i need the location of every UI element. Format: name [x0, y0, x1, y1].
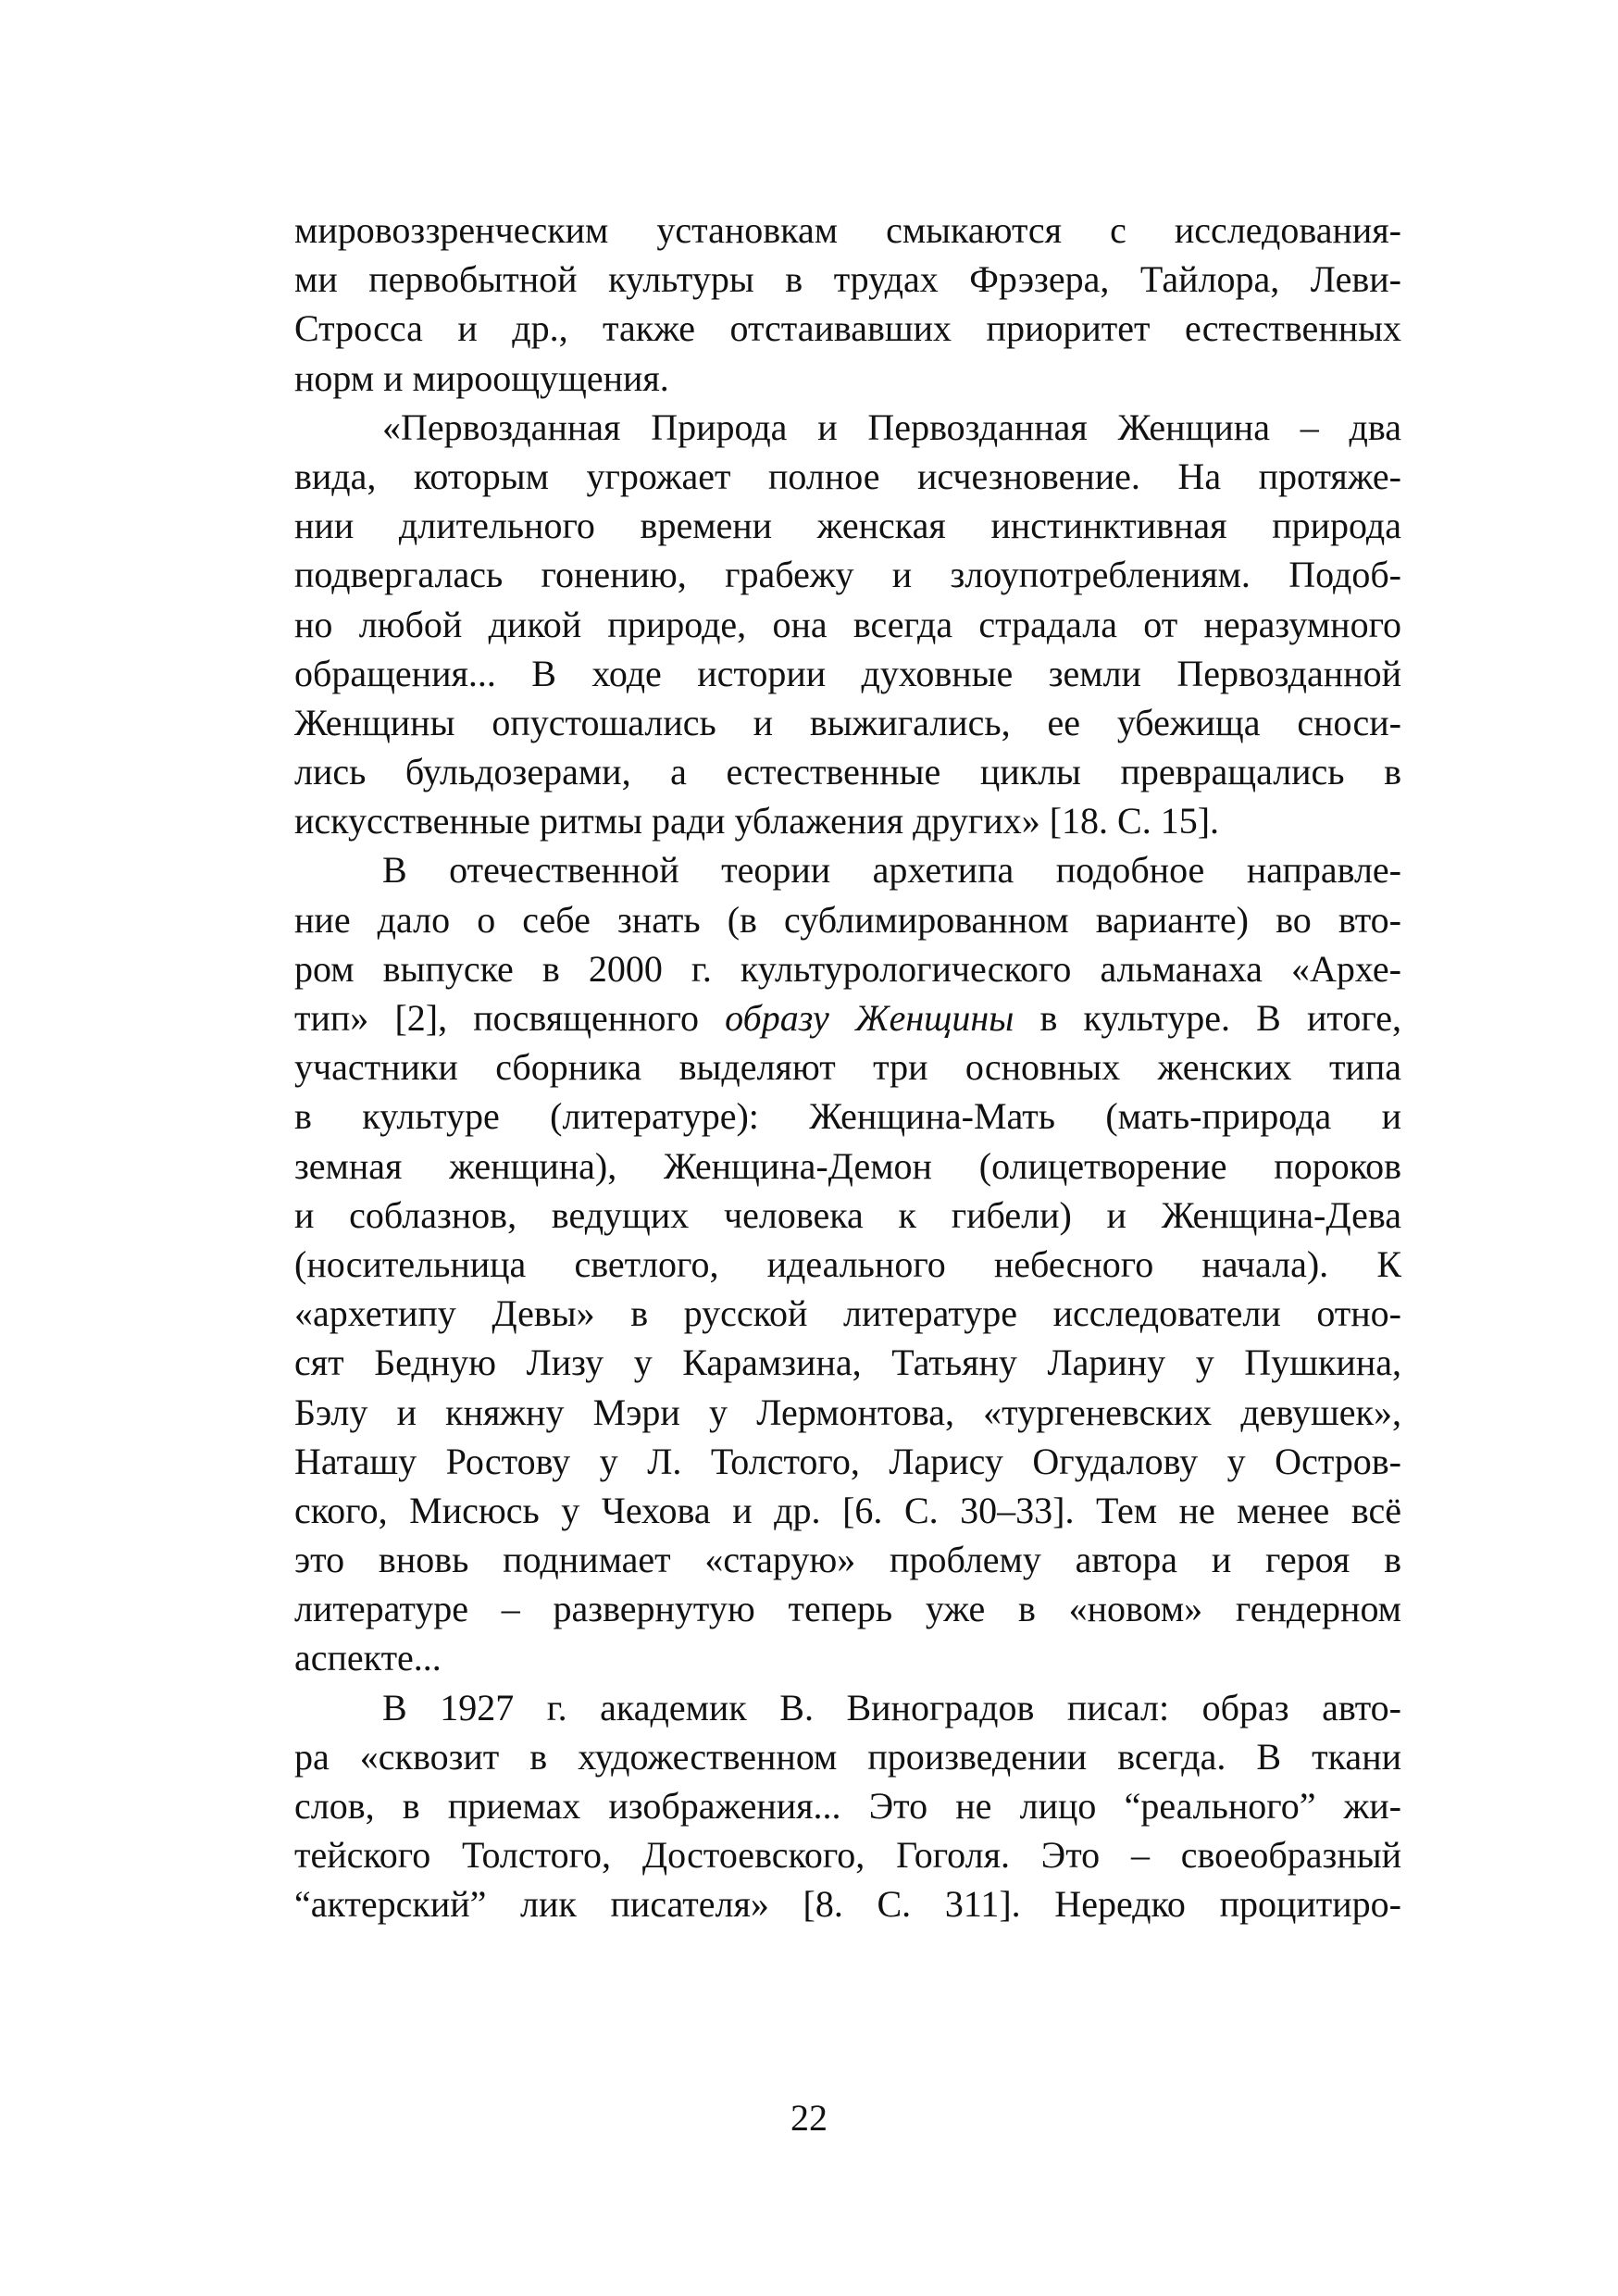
text-segment: в культуре. В итоге, — [1014, 997, 1401, 1039]
text-line: лись бульдозерами, а естественные циклы превращались в — [294, 751, 1401, 793]
text-line-with-italic — [294, 993, 1401, 1042]
text-line: слов, в приемах изображения... Это не лицо “реального” жи- — [294, 1785, 1401, 1827]
text-line: сят Бедную Лизу у Карамзина, Татьяну Ларину у Пушкина, — [294, 1341, 1401, 1384]
text-line: мировоззренческим установкам смыкаются с исследования- — [294, 209, 1401, 251]
text-line: и соблазнов, ведущих человека к гибели) и Женщина-Дева — [294, 1193, 1401, 1236]
text-line: это вновь поднимает «старую» проблему автора и героя в — [294, 1539, 1401, 1581]
text-line: Бэлу и княжну Мэри у Лермонтова, «тургеневских девушек», — [294, 1391, 1401, 1433]
text-line: В 1927 г. академик В. Виноградов писал: образ авто- — [382, 1686, 1401, 1728]
text-line: ние дало о себе знать (в сублимированном варианте) во вто- — [294, 898, 1401, 941]
text-line: земная женщина), Женщина-Демон (олицетворение пороков — [294, 1144, 1401, 1187]
paragraph-4 — [294, 1683, 1401, 1929]
text-line: Женщины опустошались и выжигались, ее убежища сноси- — [294, 701, 1401, 743]
text-line: Наташу Ростову у Л. Толстого, Ларису Огудалову у Остров- — [294, 1440, 1401, 1482]
text-line: “актерский” лик писателя» [8. С. 311]. Нередко процитиро- — [294, 1883, 1401, 1926]
text-line: искусственные ритмы ради ублажения других» [18. С. 15]. — [294, 800, 1220, 842]
text-line: норм и мироощущения. — [294, 356, 669, 399]
text-line: участники сборника выделяют три основных женских типа — [294, 1046, 1401, 1089]
text-segment: тип» [2], посвященного — [294, 997, 726, 1039]
text-line: подвергалась гонению, грабежу и злоупотреблениям. Подоб- — [294, 554, 1401, 596]
text-line: обращения... В ходе истории духовные земли Первозданной — [294, 652, 1401, 694]
paragraph-1 — [294, 206, 1401, 403]
text-line: литературе – развернутую теперь уже в «новом» гендерном — [294, 1588, 1401, 1630]
paragraph-2 — [294, 403, 1401, 846]
text-line: нии длительного времени женская инстинктивная природа — [294, 505, 1401, 547]
body-text — [294, 206, 1401, 1929]
text-line: В отечественной теории архетипа подобное направле- — [382, 849, 1401, 892]
text-line: ром выпуске в 2000 г. культурологического альманаха «Архе- — [294, 947, 1401, 990]
text-line: в культуре (литературе): Женщина-Мать (мать-природа и — [294, 1095, 1401, 1138]
text-line: но любой дикой природе, она всегда страдала от неразумного — [294, 603, 1401, 645]
text-line: тейского Толстого, Достоевского, Гоголя. Это – своеобразный — [294, 1834, 1401, 1877]
italic-phrase: образу Женщины — [725, 997, 1014, 1039]
text-line: аспекте... — [294, 1637, 442, 1679]
paragraph-3 — [294, 845, 1401, 1682]
text-line: Стросса и др., также отстаивавших приоритет естественных — [294, 307, 1401, 350]
page-number: 22 — [790, 2097, 828, 2139]
text-line: (носительница светлого, идеального небесного начала). К — [294, 1242, 1401, 1285]
text-line: ского, Мисюсь у Чехова и др. [6. С. 30–33]. Тем не менее всё — [294, 1489, 1401, 1531]
text-line: ми первобытной культуры в трудах Фрэзера, Тайлора, Леви- — [294, 258, 1401, 301]
text-line: «Первозданная Природа и Первозданная Женщина – два — [382, 406, 1401, 448]
text-line: «архетипу Девы» в русской литературе исследователи отно- — [294, 1292, 1401, 1335]
text-line: ра «сквозит в художественном произведении всегда. В ткани — [294, 1735, 1401, 1778]
text-line: вида, которым угрожает полное исчезновение. На протяже- — [294, 455, 1401, 497]
